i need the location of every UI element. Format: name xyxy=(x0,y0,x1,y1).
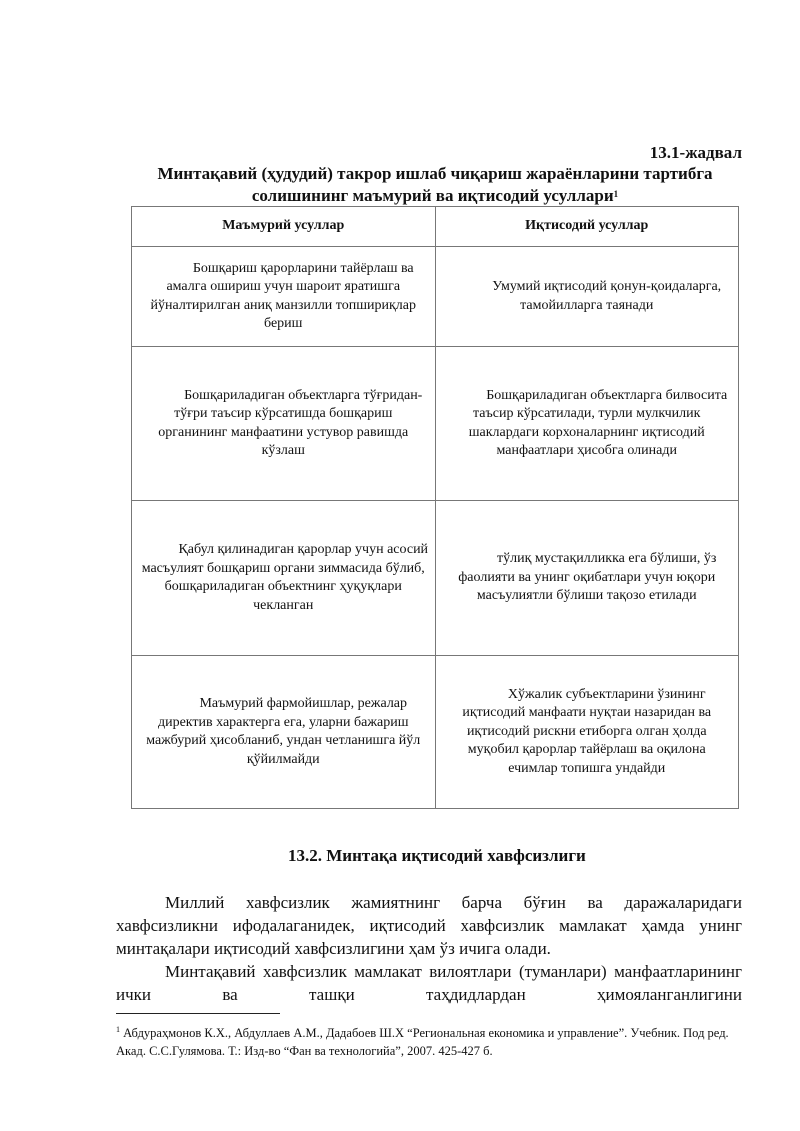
table-title xyxy=(130,163,740,207)
table-cell: тўлиқ мустақилликка ега бўлиши, ўз фаолияти ва унинг оқибатлари учун юқори масъулиятли бўлиши тақозо етилади xyxy=(435,501,739,656)
table-cell: Бошқариладиган объектларга тўғридан-тўғри таъсир кўрсатишда бошқариш органининг манфаатини устувор равишда кўзлаш xyxy=(132,347,436,501)
table-row xyxy=(132,501,739,656)
table-cell: Қабул қилинадиган қарорлар учун асосий масъулият бошқариш органи зиммасида бўлиб, бошқариладиган объектнинг ҳуқуқлари чекланган xyxy=(132,501,436,656)
footnote-text: Абдураҳмонов К.Х., Абдуллаев А.М., Дадабоев Ш.Х “Региональная економика и управление”. Учебник. Под ред. Акад. С.С.Гулямова. Т.: Изд-во “Фан ва технологийа”, 2007. 425-427 б. xyxy=(116,1026,729,1059)
section-heading: 13.2. Минтақа иқтисодий хавфсизлиги xyxy=(288,846,586,865)
paragraph: Минтақавий хавфсизлик мамлакат вилоятлари (туманлари) манфаатларининг ички ва ташқи таҳдидлардан ҳимояланганлигини xyxy=(116,962,742,1004)
header-administrative: Маъмурий усуллар xyxy=(132,207,436,247)
header-economic: Иқтисодий усуллар xyxy=(435,207,739,247)
footnote-number: 1 xyxy=(116,1025,120,1034)
table-cell: Бошқариладиган объектларга билвосита таъсир кўрсатилади, турли мулкчилик шаклардаги корхоналарнинг иқтисодий манфаатлари ҳисобга олинади xyxy=(435,347,739,501)
table-cell: Маъмурий фармойишлар, режалар директив характерга ега, уларни бажариш мажбурий ҳисобланиб, ундан четланишга йўл қўйилмайди xyxy=(132,656,436,809)
table-number: 13.1-жадвал xyxy=(649,143,742,162)
table-row xyxy=(132,347,739,501)
table-row xyxy=(132,247,739,347)
paragraph: Миллий хавфсизлик жамиятнинг барча бўғин ва даражаларидаги хавфсизликни ифодалаганидек, иқтисодий хавфсизлик мамлакат ҳамда унинг минтақалари иқтисодий хавфсизлигини ҳам ўз ичига олади. xyxy=(116,893,742,958)
table-title-text: Минтақавий (ҳудудий) такрор ишлаб чиқариш жараёнларини тартибга солишининг маъмурий ва иқтисодий усуллари xyxy=(157,164,713,205)
table-row xyxy=(132,656,739,809)
table-cell: Хўжалик субъектларини ўзининг иқтисодий манфаати нуқтаи назаридан ва иқтисодий рискни етиборга олган ҳолда муқобил қарорлар тайёрлаш ва оқилона ечимлар топишга ундайди xyxy=(435,656,739,809)
table-cell: Умумий иқтисодий қонун-қоидаларга, тамойилларга таянади xyxy=(435,247,739,347)
footnote-mark[interactable]: 1 xyxy=(613,189,619,199)
footnote-divider xyxy=(116,1013,280,1014)
table-cell: Бошқариш қарорларини тайёрлаш ва амалга ошириш учун шароит яратишга йўналтирилган аниқ манзилли топшириқлар бериш xyxy=(132,247,436,347)
table-header-row xyxy=(132,207,739,247)
footnote xyxy=(116,1021,746,1060)
methods-table xyxy=(131,206,739,809)
